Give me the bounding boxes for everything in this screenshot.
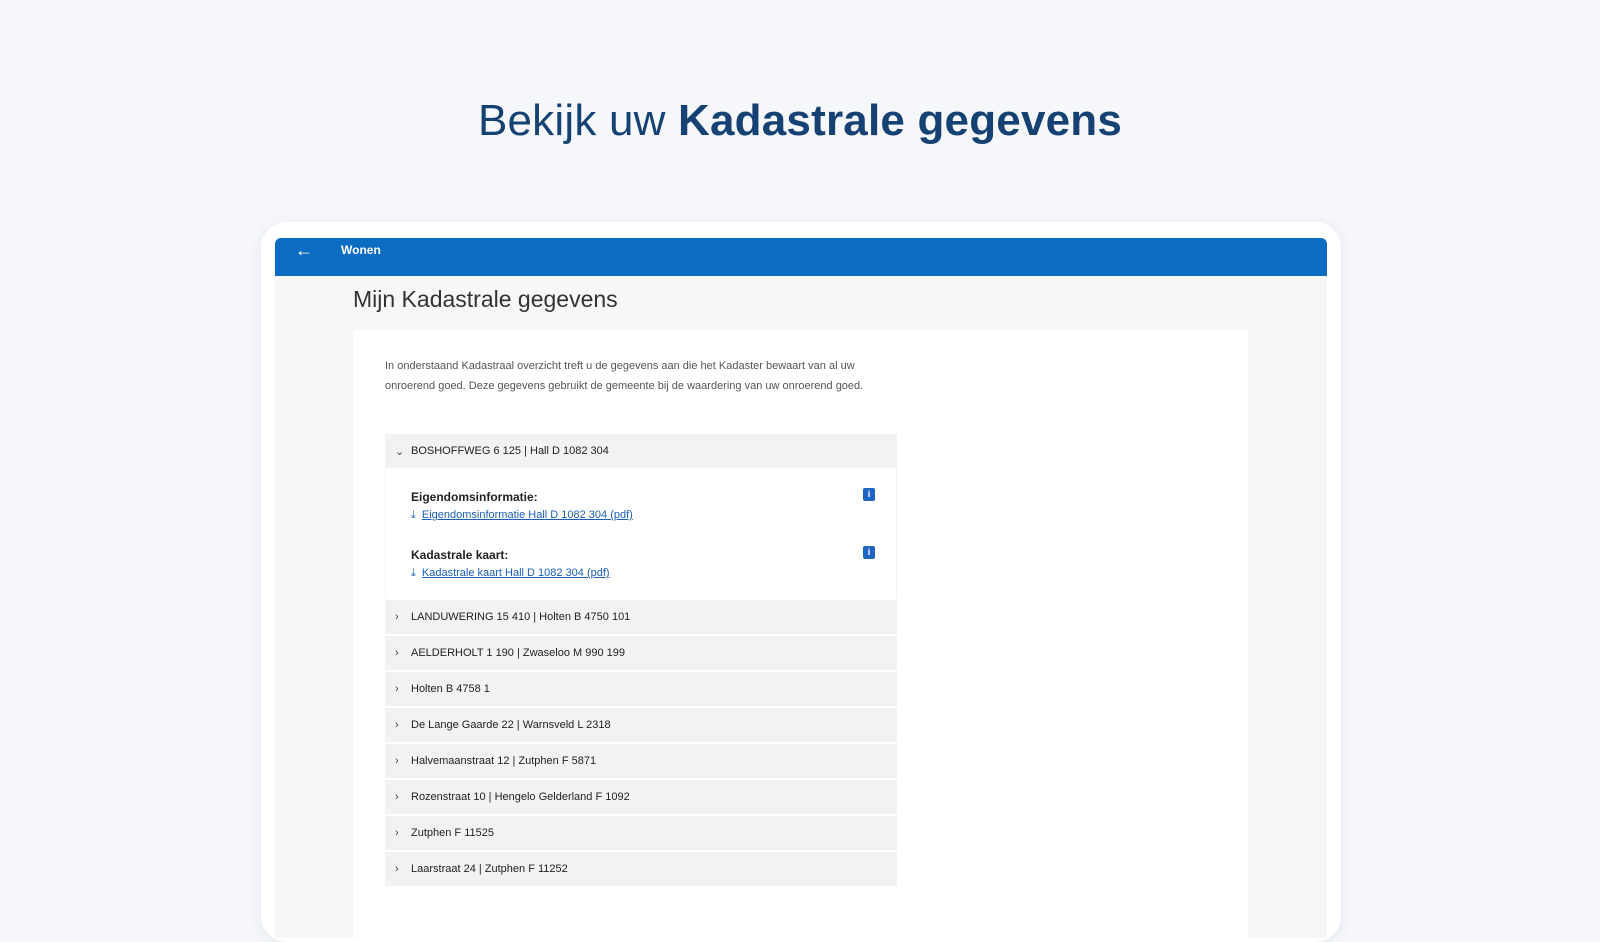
app-screen [275,238,1327,938]
headline-light-text: Bekijk uw [477,96,666,145]
headline-bold-text: Kadastrale gegevens [678,96,1123,145]
parcel-accordion [385,434,897,888]
chevron-right-icon: › [395,755,399,767]
chevron-down-icon: ⌄ [395,445,405,458]
accordion-item-header[interactable] [385,708,897,742]
accordion-item-header[interactable] [385,816,897,850]
chevron-right-icon: › [395,791,399,803]
info-icon[interactable]: i [863,488,875,501]
document-link-text: Eigendomsinformatie Hall D 1082 304 (pdf) [421,509,633,521]
download-icon: ⤓ [411,567,416,579]
document-link-text: Kadastrale kaart Hall D 1082 304 (pdf) [421,567,610,579]
document-download-link[interactable] [411,567,881,580]
accordion-item-header[interactable] [385,744,897,778]
accordion-item-title: Laarstraat 24 | Zutphen F 11252 [411,863,568,875]
accordion-item-header[interactable] [385,852,897,886]
intro-text: In onderstaand Kadastraal overzicht treft u de gegevens aan die het Kadaster bewaart van al uw onroerend goed. Deze gegevens gebruikt de gemeente bij de waardering van uw onroerend goed. [385,360,864,392]
accordion-item-header[interactable] [385,780,897,814]
document-kadastrale-kaart [411,548,881,580]
chevron-right-icon: › [395,647,399,659]
chevron-right-icon: › [395,827,399,839]
chevron-right-icon: › [395,683,399,695]
accordion-item-title: LANDUWERING 15 410 | Holten B 4750 101 [411,611,631,623]
accordion-item-title: Holten B 4758 1 [411,683,490,695]
accordion-item-title: AELDERHOLT 1 190 | Zwaseloo M 990 199 [411,647,626,659]
app-bar-title: Wonen [341,243,381,257]
app-bar [275,238,1327,276]
arrow-left-icon[interactable]: ← [295,240,313,260]
info-icon[interactable]: i [863,546,875,559]
chevron-right-icon: › [395,719,399,731]
tablet-frame [261,222,1341,942]
document-label: Eigendomsinformatie: [411,490,538,504]
accordion-item-header[interactable] [385,672,897,706]
accordion-item-title: Halvemaanstraat 12 | Zutphen F 5871 [411,755,597,767]
page-title: Mijn Kadastrale gegevens [353,286,618,312]
document-label: Kadastrale kaart: [411,548,509,562]
accordion-item-header[interactable] [385,600,897,634]
accordion-item-title: Zutphen F 11525 [411,827,494,839]
accordion-item-title: De Lange Gaarde 22 | Warnsveld L 2318 [411,719,611,731]
promo-headline [0,96,1600,146]
document-eigendomsinformatie [411,490,881,522]
accordion-item-panel [385,468,897,598]
accordion-item-header[interactable] [385,636,897,670]
accordion-item-header-open[interactable] [385,434,897,468]
chevron-right-icon: › [395,863,399,875]
chevron-right-icon: › [395,611,399,623]
accordion-item-title: Rozenstraat 10 | Hengelo Gelderland F 1092 [411,791,630,803]
document-download-link[interactable] [411,509,881,522]
content-card [353,330,1248,938]
accordion-item-title: BOSHOFFWEG 6 125 | Hall D 1082 304 [411,445,609,457]
download-icon: ⤓ [411,509,416,521]
